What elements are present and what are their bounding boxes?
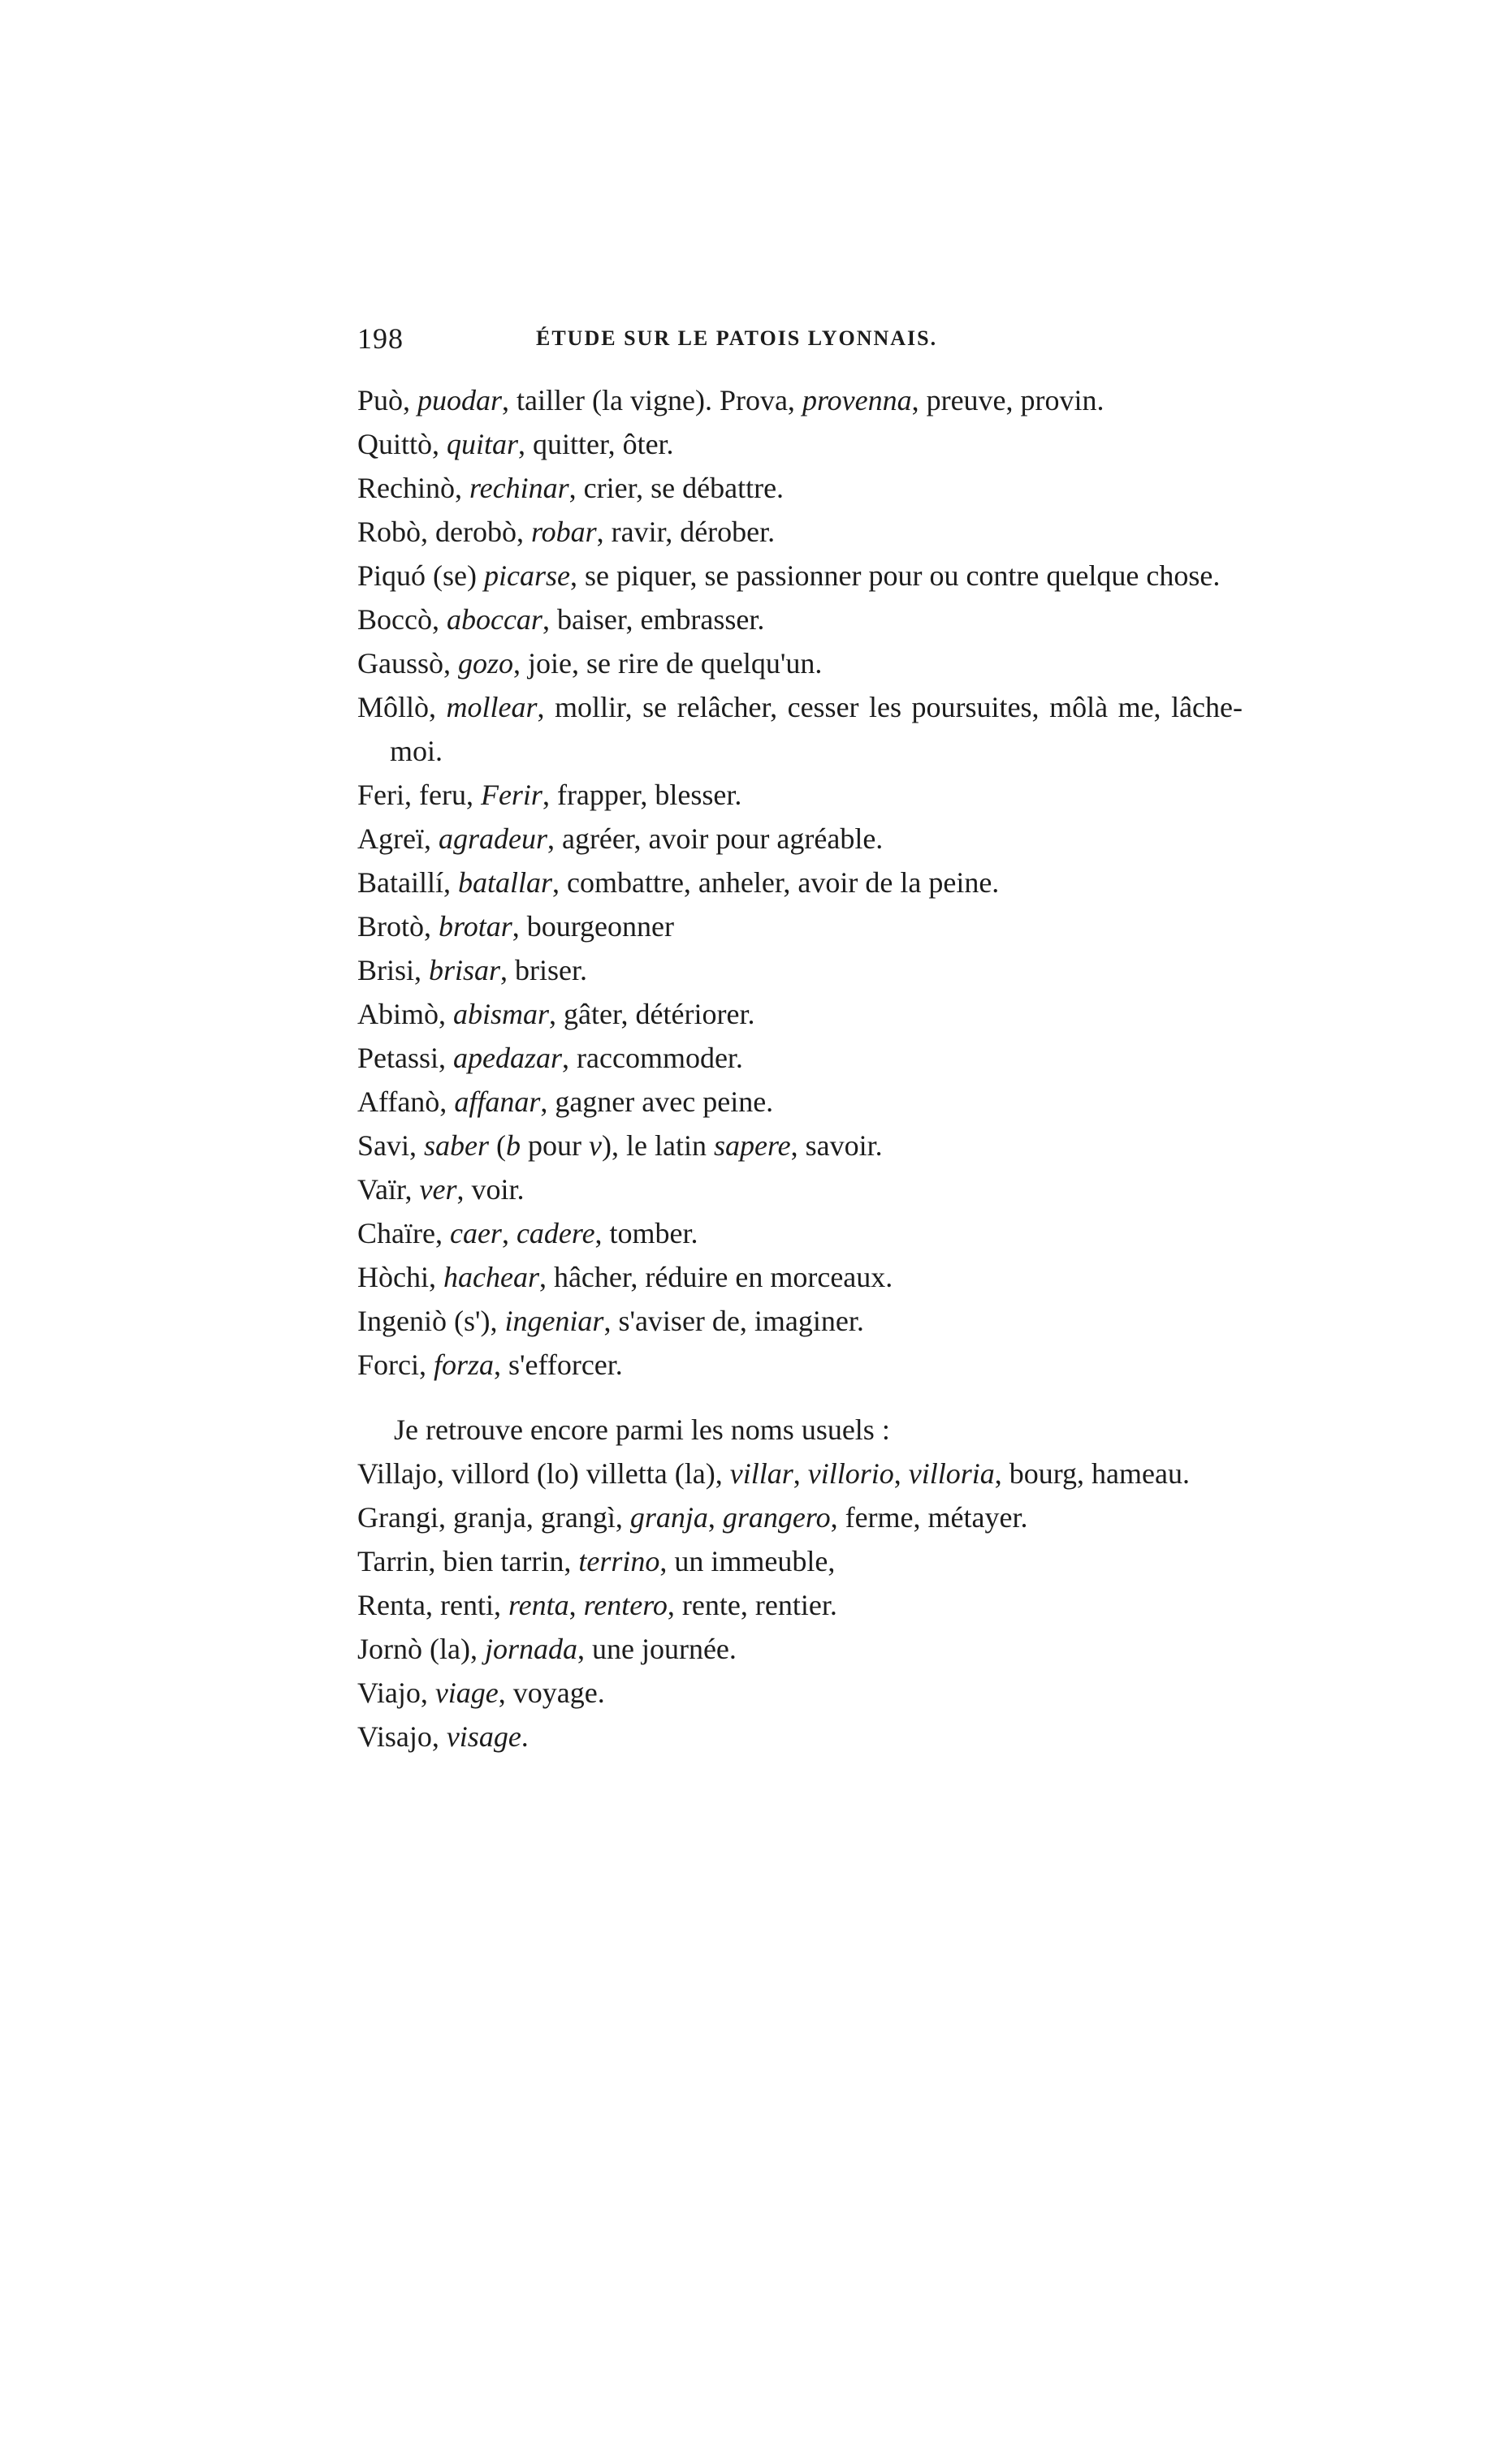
- entry-italic-term: aboccar: [446, 603, 542, 636]
- entry-text: Visajo,: [357, 1720, 447, 1753]
- entry-text: , tailler (la vigne). Prova,: [502, 384, 802, 416]
- entry-italic-term: ingeniar: [504, 1305, 604, 1337]
- glossary-entry: [357, 510, 1243, 554]
- glossary-entry: [357, 378, 1243, 422]
- entry-text: .: [521, 1720, 529, 1753]
- entry-italic-term: puodar: [417, 384, 503, 416]
- entry-italic-term: rechinar: [469, 472, 569, 504]
- entry-text: Gaussò,: [357, 647, 458, 680]
- entry-italic-term: v: [589, 1129, 602, 1162]
- entry-text: Petassi,: [357, 1042, 454, 1074]
- entry-italic-term: grangero: [722, 1501, 831, 1534]
- entry-italic-term: brisar: [429, 954, 501, 986]
- entry-italic-term: provenna: [802, 384, 912, 416]
- entry-italic-term: Ferir: [480, 779, 542, 811]
- entry-text: ), le latin: [602, 1129, 714, 1162]
- entry-text: Renta, renti,: [357, 1589, 508, 1621]
- entry-text: Villajo, villord (lo) villetta (la),: [357, 1457, 730, 1490]
- entry-text: Abimò,: [357, 998, 454, 1030]
- entry-italic-term: robar: [530, 516, 597, 548]
- entry-text: , crier, se débattre.: [568, 472, 785, 504]
- glossary-entry: [357, 1124, 1243, 1167]
- entry-text: Piquó (se): [357, 559, 484, 592]
- glossary-entry: [357, 1299, 1243, 1343]
- intro-paragraph: Je retrouve encore parmi les noms usuels :: [394, 1413, 890, 1446]
- entry-italic-term: agradeur: [438, 822, 547, 855]
- page-body: [357, 378, 1243, 1758]
- entry-text: Feri, feru,: [357, 779, 481, 811]
- entry-italic-term: caer: [449, 1217, 502, 1249]
- glossary-entry: [357, 773, 1243, 817]
- entry-text: ,: [568, 1589, 584, 1621]
- glossary-entry: [357, 948, 1243, 992]
- entry-italic-term: hachear: [443, 1261, 539, 1293]
- glossary-entry: [357, 1495, 1243, 1539]
- glossary-entry: [357, 641, 1243, 685]
- entry-text: Grangi, granja, grangì,: [357, 1501, 630, 1534]
- entry-text: ,: [707, 1501, 723, 1534]
- entry-text: Boccò,: [357, 603, 447, 636]
- entry-text: ,: [501, 1217, 517, 1249]
- entry-text: , mollir, se relâcher, cesser les poursuites, môlà me, lâche-moi.: [390, 691, 1243, 767]
- entry-text: Ingeniò (s'),: [357, 1305, 505, 1337]
- entry-italic-term: forza: [434, 1349, 495, 1381]
- entry-text: , rente, rentier.: [667, 1589, 837, 1621]
- section-spacer: [357, 1387, 1243, 1408]
- entry-italic-term: villar: [729, 1457, 793, 1490]
- entry-text: , briser.: [500, 954, 588, 986]
- entry-italic-term: jornada: [484, 1633, 577, 1665]
- entry-italic-term: granja: [629, 1501, 708, 1534]
- entry-italic-term: quitar: [447, 428, 519, 460]
- glossary-entry: [357, 598, 1243, 641]
- running-title: ÉTUDE SUR LE PATOIS LYONNAIS.: [536, 326, 938, 350]
- page-header: [357, 321, 1243, 367]
- entry-text: ,: [793, 1457, 808, 1490]
- glossary-entry: [357, 1036, 1243, 1080]
- entry-text: , s'aviser de, imaginer.: [603, 1305, 864, 1337]
- entry-italic-term: batallar: [457, 866, 552, 899]
- glossary-list: [357, 378, 1243, 1387]
- glossary-entry: [357, 1583, 1243, 1627]
- entry-italic-term: renta: [508, 1589, 569, 1621]
- entry-text: , gagner avec peine.: [540, 1085, 774, 1118]
- entry-italic-term: saber: [424, 1129, 490, 1162]
- entry-text: , ferme, métayer.: [830, 1501, 1028, 1534]
- glossary-entry: [357, 904, 1243, 948]
- entry-text: , frapper, blesser.: [542, 779, 742, 811]
- entry-text: Quittò,: [357, 428, 447, 460]
- entry-text: Vaïr,: [357, 1173, 420, 1206]
- glossary-list-nouns: [357, 1452, 1243, 1758]
- page-number: 198: [357, 322, 404, 355]
- entry-italic-term: mollear: [446, 691, 538, 723]
- entry-text: , preuve, provin.: [911, 384, 1104, 416]
- entry-italic-term: sapere: [713, 1129, 791, 1162]
- entry-text: Viajo,: [357, 1676, 435, 1709]
- glossary-entry: [357, 1211, 1243, 1255]
- entry-text: , gâter, détériorer.: [549, 998, 755, 1030]
- entry-text: , bourg, hameau.: [994, 1457, 1190, 1490]
- glossary-entry: [357, 1627, 1243, 1671]
- entry-italic-term: abismar: [453, 998, 550, 1030]
- entry-italic-term: terrino: [578, 1545, 660, 1577]
- entry-text: , savoir.: [790, 1129, 883, 1162]
- entry-text: Brotò,: [357, 910, 439, 943]
- entry-italic-term: villoria: [908, 1457, 995, 1490]
- entry-italic-term: ver: [419, 1173, 457, 1206]
- entry-text: Bataillí,: [357, 866, 458, 899]
- entry-text: , s'efforcer.: [494, 1349, 623, 1381]
- glossary-entry: [357, 685, 1243, 773]
- entry-text: Tarrin, bien tarrin,: [357, 1545, 579, 1577]
- entry-text: Robò, derobò,: [357, 516, 531, 548]
- entry-italic-term: viage: [434, 1676, 499, 1709]
- glossary-entry: [357, 1167, 1243, 1211]
- glossary-entry: [357, 1255, 1243, 1299]
- entry-text: Rechinò,: [357, 472, 469, 504]
- glossary-entry: [357, 992, 1243, 1036]
- entry-text: (: [489, 1129, 507, 1162]
- glossary-entry: [357, 422, 1243, 466]
- glossary-entry: [357, 1671, 1243, 1715]
- entry-text: , un immeuble,: [659, 1545, 836, 1577]
- entry-text: , une journée.: [577, 1633, 737, 1665]
- entry-text: , joie, se rire de quelqu'un.: [513, 647, 823, 680]
- entry-italic-term: apedazar: [453, 1042, 563, 1074]
- glossary-entry: [357, 1080, 1243, 1124]
- entry-text: Hòchi,: [357, 1261, 443, 1293]
- entry-italic-term: rentero: [583, 1589, 668, 1621]
- glossary-entry: [357, 1452, 1243, 1495]
- entry-text: , se piquer, se passionner pour ou contre quelque chose.: [569, 559, 1221, 592]
- entry-italic-term: cadere: [516, 1217, 595, 1249]
- entry-italic-term: b: [506, 1129, 521, 1162]
- entry-text: , voir.: [456, 1173, 525, 1206]
- entry-text: , tomber.: [594, 1217, 698, 1249]
- entry-text: Jornò (la),: [357, 1633, 485, 1665]
- entry-italic-term: brotar: [439, 910, 512, 943]
- entry-text: , voyage.: [498, 1676, 605, 1709]
- entry-text: Agreï,: [357, 822, 439, 855]
- entry-text: pour: [521, 1129, 590, 1162]
- entry-text: , hâcher, réduire en morceaux.: [538, 1261, 893, 1293]
- entry-italic-term: villorio: [807, 1457, 894, 1490]
- entry-italic-term: picarse: [484, 559, 570, 592]
- glossary-entry: [357, 1343, 1243, 1387]
- entry-text: Savi,: [357, 1129, 425, 1162]
- entry-text: , bourgeonner: [512, 910, 674, 943]
- entry-text: , quitter, ôter.: [518, 428, 674, 460]
- glossary-entry: [357, 817, 1243, 861]
- glossary-entry: [357, 1539, 1243, 1583]
- entry-text: Può,: [357, 384, 418, 416]
- entry-text: , combattre, anheler, avoir de la peine.: [552, 866, 1000, 899]
- glossary-entry: [357, 861, 1243, 904]
- entry-text: Brisi,: [357, 954, 430, 986]
- entry-italic-term: affanar: [454, 1085, 541, 1118]
- entry-text: , raccommoder.: [562, 1042, 743, 1074]
- entry-text: , ravir, dérober.: [596, 516, 776, 548]
- glossary-entry: [357, 1715, 1243, 1758]
- entry-text: Chaïre,: [357, 1217, 450, 1249]
- entry-italic-term: gozo: [458, 647, 514, 680]
- entry-text: , agréer, avoir pour agréable.: [547, 822, 884, 855]
- entry-text: ,: [893, 1457, 909, 1490]
- glossary-entry: [357, 466, 1243, 510]
- entry-italic-term: visage: [446, 1720, 521, 1753]
- glossary-entry: [357, 554, 1243, 598]
- entry-text: Forci,: [357, 1349, 434, 1381]
- entry-text: Môllò,: [357, 691, 447, 723]
- entry-text: Affanò,: [357, 1085, 455, 1118]
- entry-text: , baiser, embrasser.: [542, 603, 765, 636]
